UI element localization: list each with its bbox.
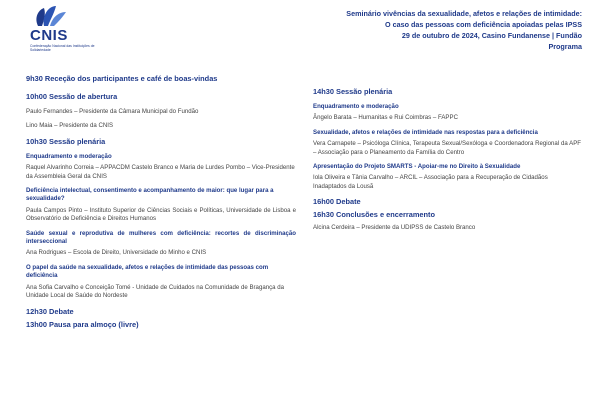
cnis-logo: [22, 4, 102, 56]
session-debate-morning: 12h30 Debate: [26, 306, 74, 316]
program-right-column: [313, 87, 581, 239]
speaker: Paulo Fernandes – Presidente da Câmara Municipal do Fundão: [26, 108, 199, 115]
session-opening: 10h00 Sessão de abertura: [26, 92, 118, 101]
speaker: Paula Campos Pinto – Instituto Superior de Ciências Sociais e Políticas, Universidade de Lisboa e Observatório de Deficiência e Direitos Humanos: [26, 206, 296, 223]
event-title: Seminário vivências da sexualidade, afetos e relações de intimidade:: [346, 9, 582, 18]
logo-name: CNIS: [30, 27, 68, 44]
topic: Apresentação do Projeto SMARTS - Apoiar-me no Direito à Sexualidade: [313, 163, 521, 171]
speaker: Ana Rodrigues – Escola de Direito, Universidade do Minho e CNIS: [26, 249, 207, 257]
program-left-column: [26, 74, 296, 332]
event-subtitle: O caso das pessoas com deficiência apoiadas pelas IPSS: [385, 20, 582, 29]
session-plenary-afternoon: 14h30 Sessão plenária: [313, 87, 393, 96]
topic: O papel da saúde na sexualidade, afetos e relações de intimidade das pessoas com deficiência: [26, 263, 269, 280]
speaker: Ana Sofia Carvalho e Conceição Tomé - Unidade de Cuidados na Comunidade de Bragança da Unidade Local de Saúde do Nordeste: [26, 283, 285, 300]
speaker: Lino Maia – Presidente da CNIS: [26, 122, 114, 130]
topic: Enquadramento e moderação: [313, 103, 399, 110]
topic: Deficiência intelectual, consentimento e acompanhamento de maior: que lugar para a sexualidade?: [26, 187, 274, 203]
session-plenary-morning: 10h30 Sessão plenária: [26, 136, 106, 146]
logo-subtitle: Confederação Nacional das Instituições de Solidariedade: [30, 44, 95, 52]
event-header: [252, 8, 582, 52]
session-reception: 9h30 Receção dos participantes e café de boas-vindas: [26, 74, 218, 83]
session-debate-afternoon: 16h00 Debate: [313, 197, 361, 207]
speaker: Vera Carnapete – Psicóloga Clínica, Terapeuta Sexual/Sexóloga e Coordenadora Regional da APF – Associação para o Planeamento da Família do Centro: [313, 140, 581, 156]
event-date-venue: 29 de outubro de 2024, Casino Fundanense | Fundão: [401, 31, 582, 40]
session-closing: 16h30 Conclusões e encerramento: [313, 210, 435, 220]
hands-logo-icon: [32, 4, 68, 28]
speaker: Alcina Cerdeira – Presidente da UDIPSS de Castelo Branco: [313, 224, 476, 232]
topic: Enquadramento e moderação: [26, 152, 112, 160]
topic: Sexualidade, afetos e relações de intimidade nas respostas para a deficiência: [313, 128, 538, 136]
program-label: Programa: [548, 42, 582, 51]
speaker: Ângelo Barata – Humanitas e Rui Coimbras – FAPPC: [313, 114, 458, 122]
speaker: Raquel Alvarinho Correia – APPACDM Castelo Branco e Maria de Lurdes Pombo – Vice-Presidente da Assembleia Geral da CNIS: [26, 164, 295, 180]
speaker: Iola Oliveira e Tânia Carvalho – ARCIL – Associação para a Recuperação de Cidadãos Inadaptados da Lousã: [313, 174, 548, 190]
session-lunch: 13h00 Pausa para almoço (livre): [26, 319, 139, 329]
topic: Saúde sexual e reprodutiva de mulheres com deficiência: recortes de discriminação interseccional: [26, 229, 296, 246]
